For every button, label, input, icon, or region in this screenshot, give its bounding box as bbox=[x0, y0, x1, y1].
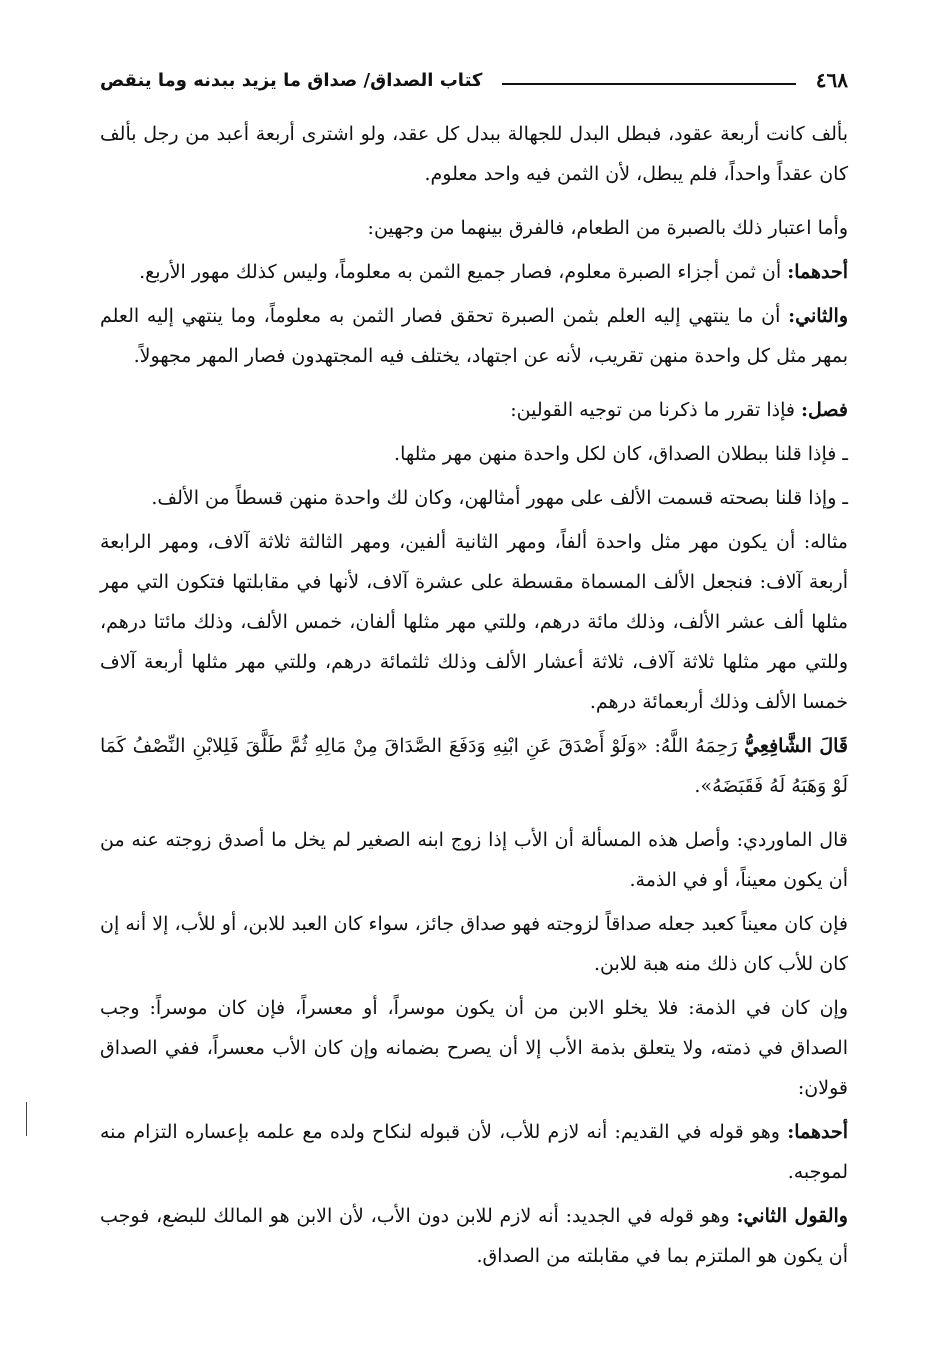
page-body bbox=[100, 114, 848, 1280]
paragraph bbox=[100, 1196, 848, 1276]
paragraph-lead: والثاني: bbox=[788, 305, 848, 327]
paragraph-text: ـ فإذا قلنا ببطلان الصداق، كان لكل واحدة منهن مهر مثلها. bbox=[394, 443, 848, 465]
paragraph-text: فإن كان معيناً كعبد جعله صداقاً لزوجته فهو صداق جائز، سواء كان العبد للابن، أو للأب، إلا أنه إن كان للأب كان ذلك منه هبة للابن. bbox=[100, 913, 848, 975]
page-header bbox=[100, 60, 848, 100]
paragraph bbox=[100, 296, 848, 376]
paragraph-lead: قَالَ الشَّافِعِيُّ bbox=[744, 735, 848, 757]
paragraph bbox=[100, 1112, 848, 1192]
paragraph-text: رَحِمَهُ اللَّهُ: «وَلَوْ أَصْدَقَ عَنِ ابْنِهِ وَدَفَعَ الصَّدَاقَ مِنْ مَالِهِ ثُمَّ طَلَّقَ فَلِلابْنِ النِّصْفُ كَمَا لَوْ وَهَبَهُ لَهُ فَقَبَضَهُ». bbox=[100, 735, 848, 797]
paragraph bbox=[100, 478, 848, 518]
paragraph bbox=[100, 726, 848, 806]
paragraph-text: قال الماوردي: وأصل هذه المسألة أن الأب إذا زوج ابنه الصغير لم يخل ما أصدق زوجته عنه من أن يكون معيناً، أو في الذمة. bbox=[100, 829, 848, 891]
paragraph-lead: فصل: bbox=[801, 399, 848, 421]
paragraph bbox=[100, 208, 848, 248]
paragraph bbox=[100, 390, 848, 430]
paragraph bbox=[100, 820, 848, 900]
page-number: ٤٦٨ bbox=[815, 68, 848, 92]
paragraph-text: مثاله: أن يكون مهر مثل واحدة ألفاً، ومهر الثانية ألفين، ومهر الثالثة ثلاثة آلاف، ومهر الرابعة أربعة آلاف: فنجعل الألف المسماة مقسطة على عشرة آلاف، لأنها في مقابلتها فتكون التي مهر مثلها ألف عشر الألف، وذلك مائة درهم، وللتي مهر مثلها ألفان، خمس الألف، وذلك مائتا درهم، وللتي مهر مثلها ثلاثة آلاف، ثلاثة أعشار الألف وذلك ثلثمائة درهم، وللتي مهر مثلها أربعة آلاف خمسا الألف وذلك أربعمائة درهم. bbox=[100, 531, 848, 713]
paragraph-text: أن ثمن أجزاء الصبرة معلوم، فصار جميع الثمن به معلوماً، وليس كذلك مهور الأربع. bbox=[139, 261, 788, 283]
paragraph-text: بألف كانت أربعة عقود، فبطل البدل للجهالة ببدل كل عقد، ولو اشترى أربعة أعبد من رجل بألف كان عقداً واحداً، فلم يبطل، لأن الثمن فيه واحد معلوم. bbox=[100, 123, 848, 185]
running-title: كتاب الصداق/ صداق ما يزيد ببدنه وما ينقص bbox=[100, 69, 483, 91]
header-rule bbox=[502, 83, 795, 85]
paragraph bbox=[100, 252, 848, 292]
paragraph-lead: أحدهما: bbox=[787, 1121, 848, 1143]
paragraph-text: فإذا تقرر ما ذكرنا من توجيه القولين: bbox=[510, 399, 802, 421]
paragraph bbox=[100, 434, 848, 474]
paragraph-lead: أحدهما: bbox=[787, 261, 848, 283]
paragraph-text: وأما اعتبار ذلك بالصبرة من الطعام، فالفرق بينهما من وجهين: bbox=[367, 217, 848, 239]
paragraph-text: وهو قوله في القديم: أنه لازم للأب، لأن قبوله لنكاح ولده مع علمه بإعساره التزام منه لموجبه. bbox=[100, 1121, 848, 1183]
paragraph-text: وإن كان في الذمة: فلا يخلو الابن من أن يكون موسراً، أو معسراً، فإن كان موسراً: وجب الصداق في ذمته، ولا يتعلق بذمة الأب إلا أن يصرح بضمانه وإن كان الأب معسراً، ففي الصداق قولان: bbox=[100, 997, 848, 1099]
paragraph bbox=[100, 904, 848, 984]
paragraph bbox=[100, 114, 848, 194]
paragraph bbox=[100, 522, 848, 722]
paragraph-text: وهو قوله في الجديد: أنه لازم للابن دون الأب، لأن الابن هو المالك للبضع، فوجب أن يكون هو الملتزم بما في مقابلته من الصداق. bbox=[100, 1205, 848, 1267]
paragraph-text: ـ وإذا قلنا بصحته قسمت الألف على مهور أمثالهن، وكان لك واحدة منهن قسطاً من الألف. bbox=[151, 487, 848, 509]
paragraph-lead: والقول الثاني: bbox=[736, 1205, 848, 1227]
margin-mark bbox=[26, 1102, 27, 1136]
paragraph bbox=[100, 988, 848, 1108]
paragraph-text: أن ما ينتهي إليه العلم بثمن الصبرة تحقق فصار الثمن به معلوماً، وما ينتهي إليه العلم بمهر مثل كل واحدة منهن تقريب، لأنه عن اجتهاد، يختلف فيه المجتهدون فصار المهر مجهولاً. bbox=[100, 305, 848, 367]
